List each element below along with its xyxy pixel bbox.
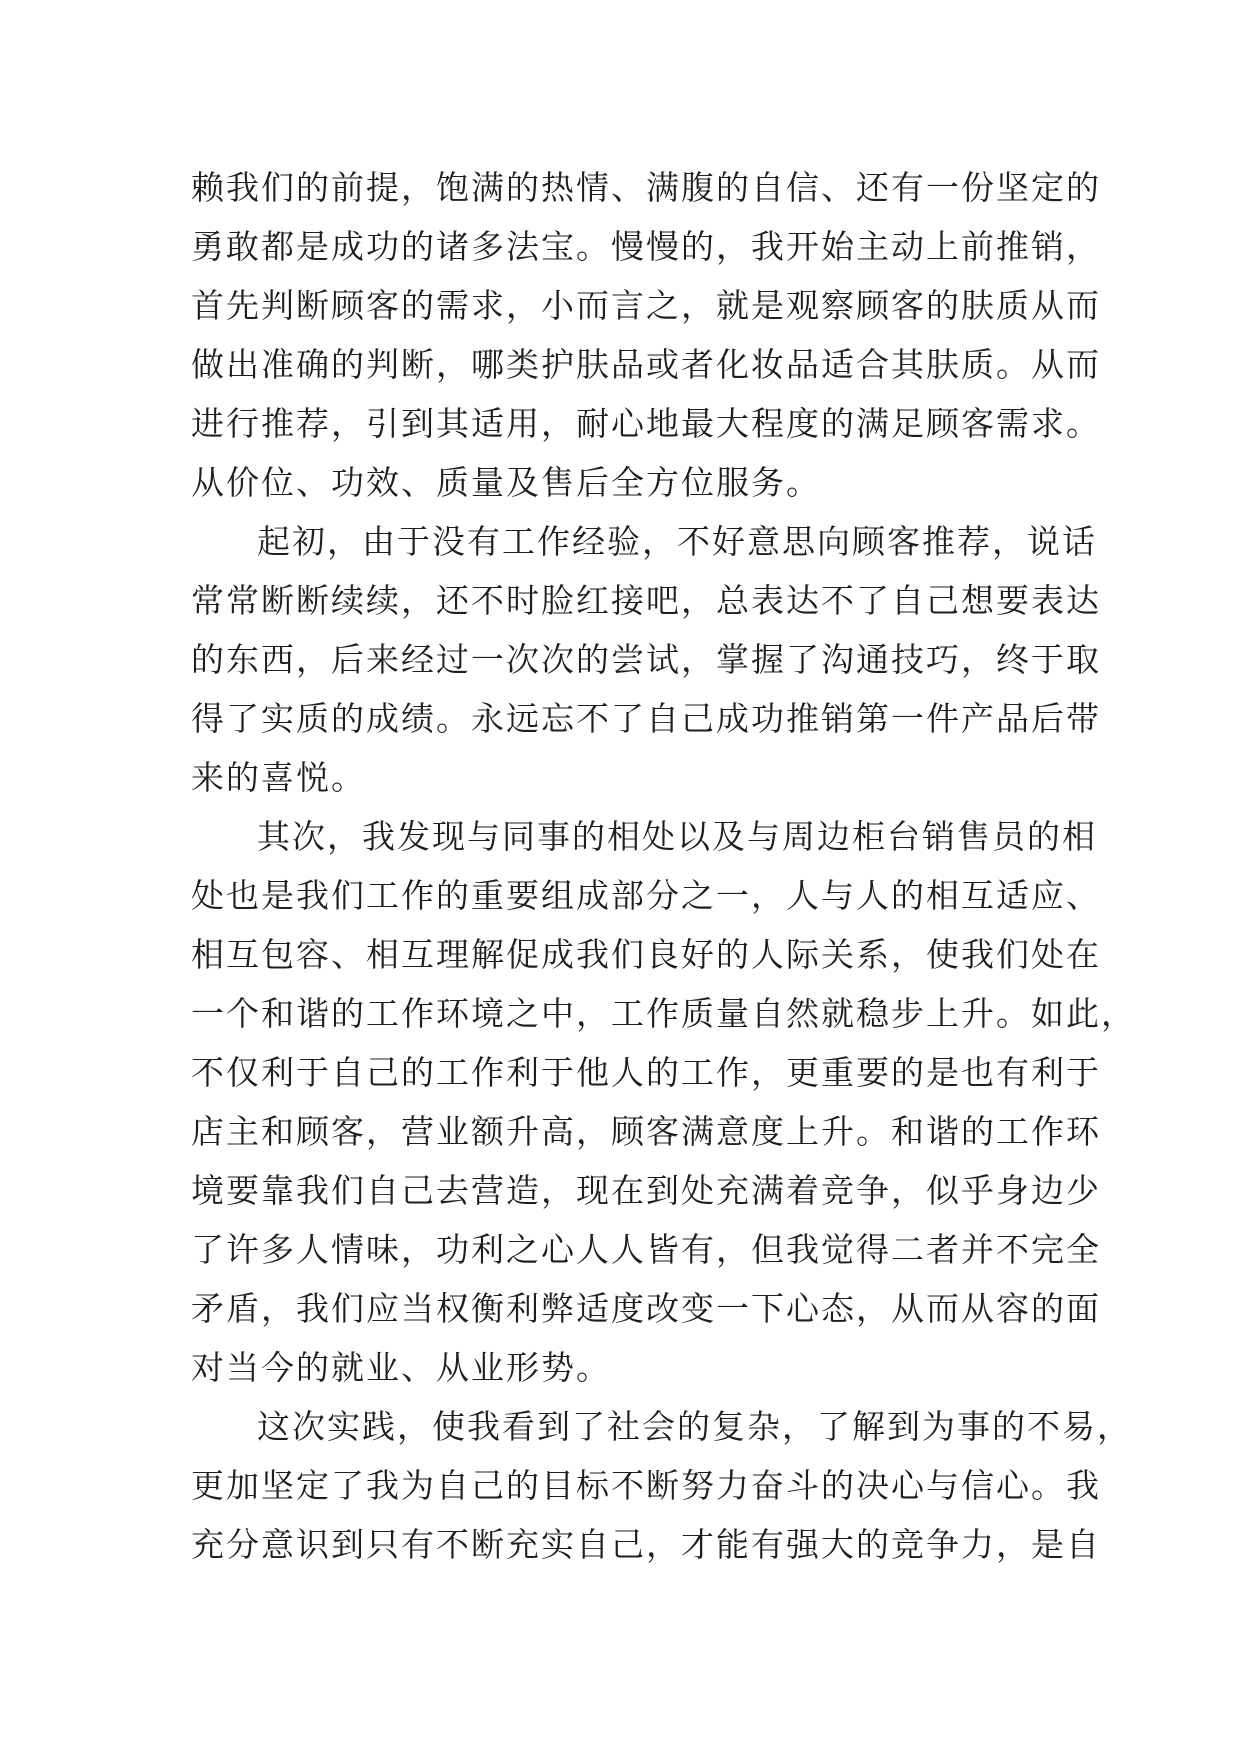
- text-line: 一个和谐的工作环境之中，工作质量自然就稳步上升。如此，: [191, 994, 1136, 1033]
- text-line: 从价位、功效、质量及售后全方位服务。: [191, 463, 821, 502]
- text-line: 进行推荐，引到其适用，耐心地最大程度的满足顾客需求。: [191, 404, 1101, 443]
- text-line: 做出准确的判断，哪类护肤品或者化妆品适合其肤质。从而: [191, 345, 1101, 384]
- text-line: 矛盾，我们应当权衡利弊适度改变一下心态，从而从容的面: [191, 1289, 1101, 1328]
- text-line: 起初，由于没有工作经验，不好意思向顾客推荐，说话: [257, 522, 1097, 561]
- text-line: 首先判断顾客的需求，小而言之，就是观察顾客的肤质从而: [191, 286, 1101, 325]
- text-line: 得了实质的成绩。永远忘不了自己成功推销第一件产品后带: [191, 699, 1101, 738]
- text-line: 了许多人情味，功利之心人人皆有，但我觉得二者并不完全: [191, 1230, 1101, 1269]
- text-line: 这次实践，使我看到了社会的复杂，了解到为事的不易，: [257, 1407, 1132, 1446]
- text-line: 充分意识到只有不断充实自己，才能有强大的竞争力，是自: [191, 1525, 1101, 1564]
- text-line: 赖我们的前提，饱满的热情、满腹的自信、还有一份坚定的: [191, 168, 1101, 207]
- text-line: 勇敢都是成功的诸多法宝。慢慢的，我开始主动上前推销，: [191, 227, 1101, 266]
- document-body: [191, 158, 1136, 1574]
- text-line: 来的喜悦。: [191, 758, 366, 797]
- text-line: 处也是我们工作的重要组成部分之一，人与人的相互适应、: [191, 876, 1101, 915]
- text-line: 店主和顾客，营业额升高，顾客满意度上升。和谐的工作环: [191, 1112, 1101, 1151]
- text-line: 的东西，后来经过一次次的尝试，掌握了沟通技巧，终于取: [191, 640, 1101, 679]
- text-line: 不仅利于自己的工作利于他人的工作，更重要的是也有利于: [191, 1053, 1101, 1092]
- text-line: 常常断断续续，还不时脸红接吧，总表达不了自己想要表达: [191, 581, 1101, 620]
- text-line: 境要靠我们自己去营造，现在到处充满着竞争，似乎身边少: [191, 1171, 1101, 1210]
- text-line: 更加坚定了我为自己的目标不断努力奋斗的决心与信心。我: [191, 1466, 1101, 1505]
- text-line: 其次，我发现与同事的相处以及与周边柜台销售员的相: [257, 817, 1097, 856]
- text-line: 对当今的就业、从业形势。: [191, 1348, 611, 1387]
- text-line: 相互包容、相互理解促成我们良好的人际关系，使我们处在: [191, 935, 1101, 974]
